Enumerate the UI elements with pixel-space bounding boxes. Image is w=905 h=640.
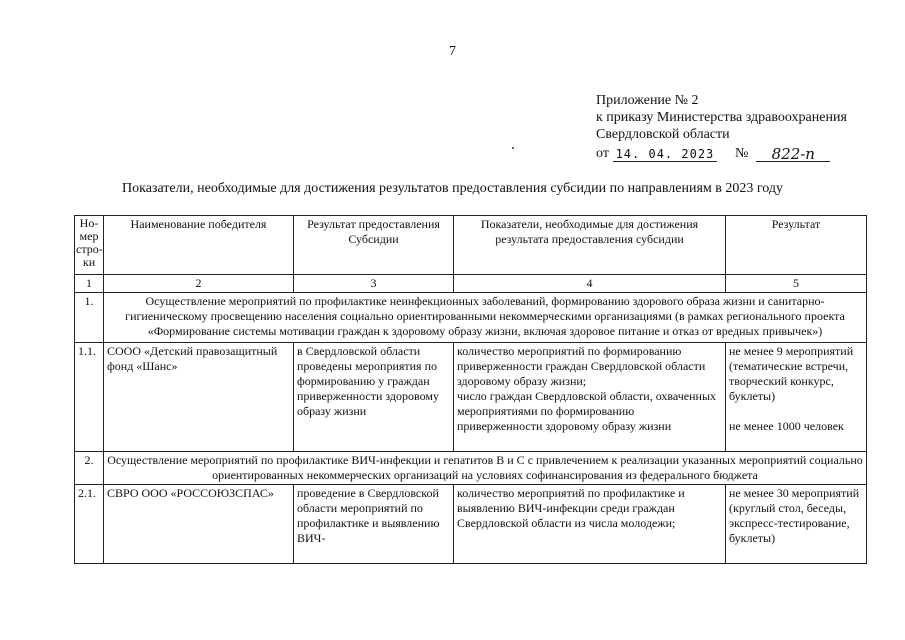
section-title: Осуществление мероприятий по профилактике ВИЧ-инфекции и гепатитов B и C с привлечением к реализации указанных мероприятий социально ориентированных некоммерческих организаций на условиях софинансирования из федерального бюджета	[104, 452, 867, 485]
date-prefix: от	[596, 146, 609, 161]
order-number: 822-п	[756, 147, 830, 162]
column-number: 3	[294, 275, 454, 293]
column-number: 2	[104, 275, 294, 293]
table-header-row	[75, 216, 867, 275]
outcome-people: не менее 1000 человек	[729, 419, 844, 433]
order-date-line	[596, 145, 847, 162]
section-row	[75, 293, 867, 343]
column-number-row	[75, 275, 867, 293]
page-number: 7	[449, 44, 456, 59]
winner-name: СООО «Детский правозащитный фонд «Шанс»	[104, 343, 294, 452]
column-number: 4	[454, 275, 726, 293]
section-number: 2.	[75, 452, 104, 485]
row-number: 2.1.	[75, 485, 104, 564]
scan-speck	[512, 147, 514, 149]
column-number: 5	[726, 275, 867, 293]
header-subsidy-result: Результат предоставления Субсидии	[294, 216, 454, 275]
header-result: Результат	[726, 216, 867, 275]
subsidy-result: проведение в Свердловской области мероприятий по профилактике и выявлению ВИЧ-	[294, 485, 454, 564]
order-date: 14. 04. 2023	[613, 147, 717, 162]
winner-name: СВРО ООО «РОССОЮЗСПАС»	[104, 485, 294, 564]
document-title: Показатели, необходимые для достижения результатов предоставления субсидии по направлениям в 2023 году	[122, 181, 783, 196]
outcome-events: не менее 9 мероприятий (тематические встречи, творческий конкурс, буклеты)	[729, 344, 854, 403]
row-number: 1.1.	[75, 343, 104, 452]
appendix-line-3: Свердловской области	[596, 127, 730, 142]
indicators: количество мероприятий по профилактике и выявлению ВИЧ-инфекции среди граждан Свердловской области из числа молодежи;	[454, 485, 726, 564]
appendix-line-2: к приказу Министерства здравоохранения	[596, 110, 847, 125]
indicators: количество мероприятий по формированию приверженности граждан Свердловской области здоровому образу жизни; число граждан Свердловской области, охваченных мероприятиями по формированию приверженности здоровому образу жизни	[454, 343, 726, 452]
section-number: 1.	[75, 293, 104, 343]
header-indicators: Показатели, необходимые для достижения результата предоставления субсидии	[454, 216, 726, 275]
appendix-line-1: Приложение № 2	[596, 93, 699, 108]
column-number: 1	[75, 275, 104, 293]
outcome-events: не менее 30 мероприятий (круглый стол, беседы, экспресс-тестирование, буклеты)	[726, 485, 867, 564]
table-row	[75, 343, 867, 452]
section-title: Осуществление мероприятий по профилактике неинфекционных заболеваний, формированию здорового образа жизни и санитарно-гигиеническому просвещению населения социально ориентированными некоммерческими организациями (в рамках регионального проекта «Формирование системы мотивации граждан к здоровому образу жизни, включая здоровое питание и отказ от вредных привычек»)	[104, 293, 867, 343]
section-row	[75, 452, 867, 485]
subsidy-result: в Свердловской области проведены мероприятия по формированию у граждан приверженности здоровому образу жизни	[294, 343, 454, 452]
header-winner-name: Наименование победителя	[104, 216, 294, 275]
table-row	[75, 485, 867, 564]
indicators-table	[74, 215, 867, 564]
appendix-block	[596, 92, 847, 162]
header-row-number: Но- мер стро- ки	[75, 216, 104, 275]
number-label: №	[734, 146, 749, 161]
outcome-cell	[726, 343, 867, 452]
